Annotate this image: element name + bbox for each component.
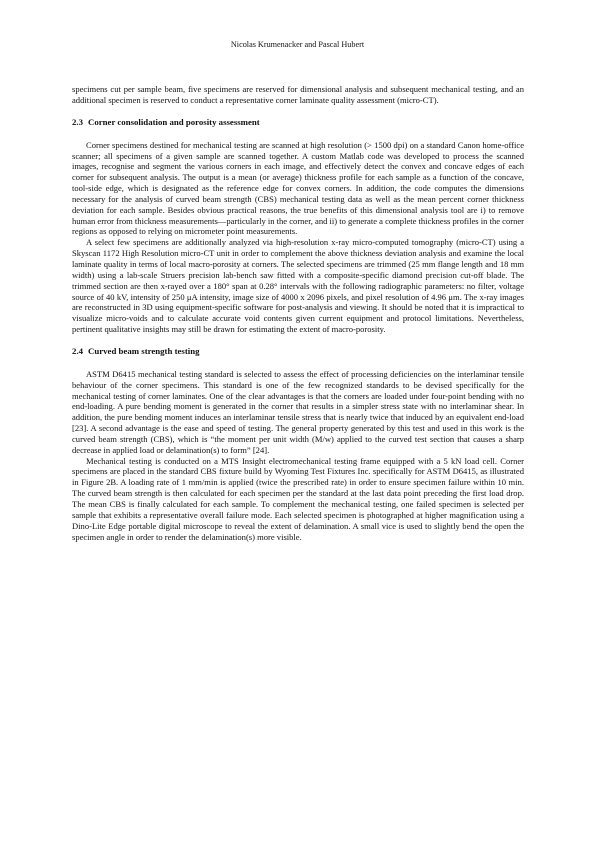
paragraph: A select few specimens are additionally analyzed via high-resolution x-ray micro-computed tomography (micro-CT) using a Skyscan 1172 High Resolution micro-CT unit in order to complement the above thickness deviation analysis and examine the local laminate quality in terms of local macro-porosity at corners. The selected specimens are trimmed (25 mm flange length and 18 mm width) using a lab-scale Struers precision lab-bench saw fitted with a composite-specific diamond precision cut-off blade. The trimmed section are then x-rayed over a 180° span at 0.28° intervals with the following radiographic parameters: no filter, voltage source of 40 kV, intensity of 250 μA intensity, image size of 4000 x 2096 pixels, and pixel resolution of 4.96 μm. The x-ray images are reconstructed in 3D using equipment-specific software for post-analysis and viewing. It should be noted that it is impractical to visualize micro-voids and to calculate accurate void contents given current equipment and protocol limitations. Nevertheless, pertinent qualitative insights may still be drawn for estimating the extent of macro-porosity. [72, 237, 524, 335]
section-number: 2.3 [72, 116, 83, 127]
body-text [72, 84, 524, 542]
paragraph: Mechanical testing is conducted on a MTS Insight electromechanical testing frame equipped with a 5 kN load cell. Corner specimens are placed in the standard CBS fixture build by Wyoming Test Fixtures Inc. specifically for ASTM D6415, as illustrated in Figure 2B. A loading rate of 1 mm/min is applied (twice the prescribed rate) in order to ensure specimen failure within 10 min. The curved beam strength is then calculated for each specimen per the standard at the last data point preceding the first load drop. The mean CBS is finally calculated for each sample. To complement the mechanical testing, one failed specimen is selected per sample that exhibits a representative overall failure mode. Each selected specimen is photographed at higher magnification using a Dino-Lite Edge portable digital microscope to reveal the extent of delamination. A small vice is used to slightly bend the open the specimen angle in order to render the delamination(s) more visible. [72, 455, 524, 542]
section-title: Curved beam strength testing [88, 345, 200, 356]
section-number: 2.4 [72, 345, 83, 356]
section-heading-2-4 [72, 346, 524, 357]
section-title: Corner consolidation and porosity assessment [88, 116, 260, 127]
section-heading-2-3 [72, 117, 524, 128]
running-head-authors: Nicolas Krumenacker and Pascal Hubert [230, 40, 365, 49]
paragraph-continued: specimens cut per sample beam, five specimens are reserved for dimensional analysis and subsequent mechanical testing, and an additional specimen is reserved to conduct a representative corner laminate quality assessment (micro-CT). [72, 84, 524, 105]
paragraph: Corner specimens destined for mechanical testing are scanned at high resolution (> 1500 dpi) on a standard Canon home-office scanner; all specimens of a given sample are scanned together. A custom Matlab code was developed to process the scanned images, recognise and segment the various corners in each image, and effectively detect the convex and concave edges of each corner for subsequent analysis. The output is a mean (or average) thickness profile for each sample as a function of the concave, tool-side edge, which is designated as the reference edge for convex corners. In addition, the code computes the dimensions necessary for the analysis of curved beam strength (CBS) mechanical testing data as well as the mean percent corner thickness deviation for each sample. Besides obvious practical reasons, the true benefits of this dimensional analysis tool are i) to remove human error from thickness measurements—particularly in the corner, and ii) to generate a complete thickness profiles in the corner regions as opposed to relying on micrometer point measurements. [72, 139, 524, 237]
paragraph: ASTM D6415 mechanical testing standard is selected to assess the effect of processing deficiencies on the interlaminar tensile behaviour of the corner specimens. This standard is one of the few recognized standards to be devised specifically for the mechanical testing of corner laminates. One of the clear advantages is that the corners are loaded under four-point bending with no end-loading. A pure bending moment is generated in the corner that results in a simpler stress state with no interlaminar shear. In addition, the pure bending moment induces an interlaminar tensile stress that is nearly twice that induced by an equivalent end-load [23]. A second advantage is the ease and speed of testing. The general property generated by this test and used in this work is the curved beam strength (CBS), which is “the moment per unit width (M/w) applied to the curved test section that causes a sharp decrease in applied load or delamination(s) to form” [24]. [72, 368, 524, 455]
